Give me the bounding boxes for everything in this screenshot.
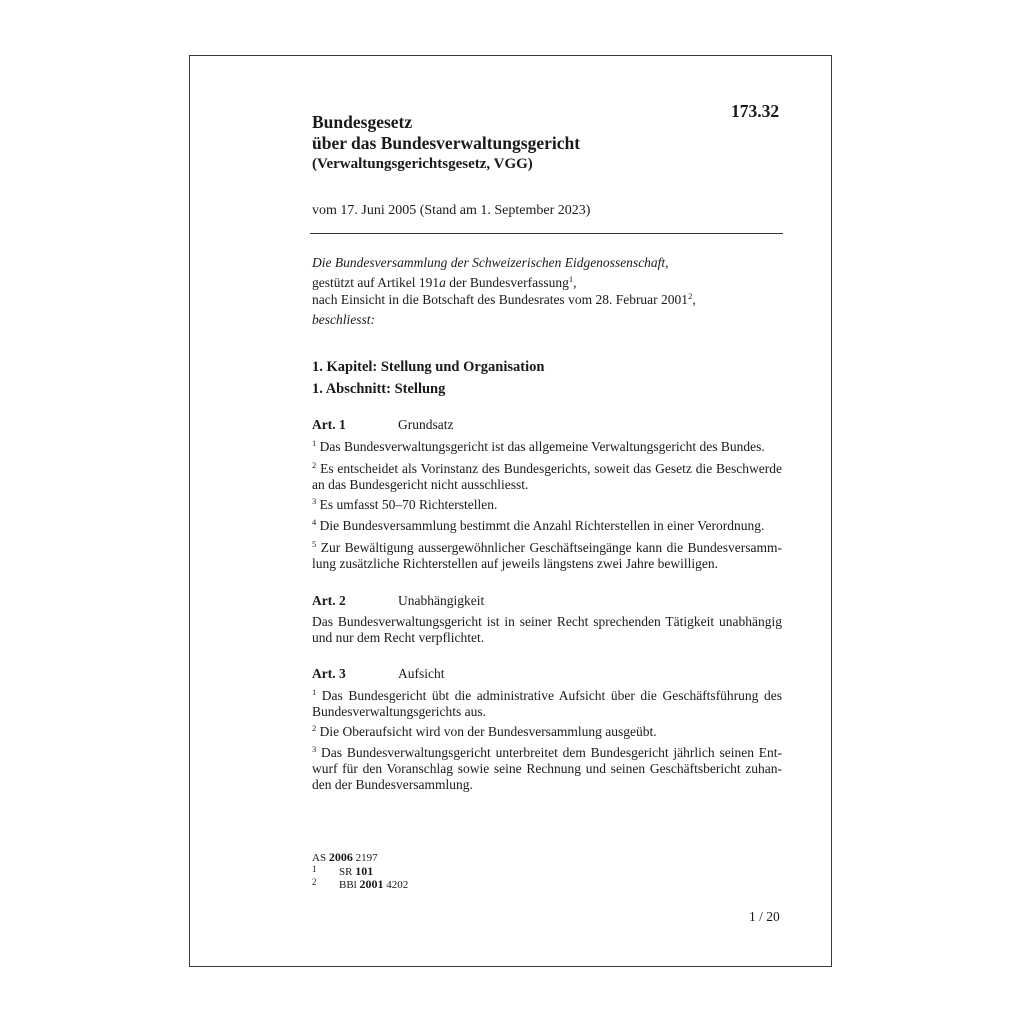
article-1-heading: Art. 1 Grundsatz (312, 417, 454, 432)
sr-number: 173.32 (731, 101, 780, 121)
footnote-as: AS 2006 2197 (312, 850, 378, 864)
preamble-enacting-body: Die Bundesversammlung der Schweizerischen Eidgenossenschaft, (312, 255, 669, 270)
preamble-message: nach Einsicht in die Botschaft des Bundesrates vom 28. Februar 2001$^2$, (312, 291, 696, 307)
footnote-ref[interactable]: 2 (688, 291, 693, 301)
article-1-paragraph-2: $^2$ Es entscheidet als Vorinstanz des Bundesgerichts, soweit das Gesetz die Beschwerde an das Bundesgericht nicht ausschliesst. (312, 460, 782, 492)
preamble-resolves: beschliesst: (312, 312, 375, 327)
article-1-paragraph-5: $^5$ Zur Bewältigung aussergewöhnlicher Geschäftseingänge kann die Bundesversammlung zusätzliche Richterstellen auf jeweils längstens zwei Jahre bewilligen. (312, 539, 782, 571)
page-number: 1 / 20 (749, 909, 780, 924)
article-3-heading: Art. 3 Aufsicht (312, 666, 445, 681)
footnote-1: 1 SR 101 (312, 864, 374, 878)
article-3-paragraph-3: $^3$ Das Bundesverwaltungsgericht unterbreitet dem Bundesgericht jährlich seinen Entwurf für den Voranschlag sowie seine Rechnung und seinen Geschäftsbericht zuhanden der Bundesversammlung. (312, 744, 782, 792)
article-2-paragraph: Das Bundesverwaltungsgericht ist in seiner Recht sprechenden Tätigkeit unabhängig und nur dem Recht verpflichtet. (312, 614, 782, 645)
header-divider (310, 233, 783, 234)
article-3-paragraph-2: $^2$ Die Oberaufsicht wird von der Bundesversammlung ausgeübt. (312, 723, 657, 739)
section-heading: 1. Abschnitt: Stellung (312, 381, 446, 397)
footnote-ref[interactable]: 1 (568, 274, 574, 284)
article-1-paragraph-4: $^4$ Die Bundesversammlung bestimmt die Anzahl Richterstellen in einer Verordnung. (312, 517, 765, 533)
article-1-paragraph-3: $^3$ Es umfasst 50–70 Richterstellen. (312, 496, 498, 512)
footnote-2: 2 BBl 2001 4202 (312, 877, 409, 891)
chapter-heading: 1. Kapitel: Stellung und Organisation (312, 359, 545, 375)
document-title: Bundesgesetz über das Bundesverwaltungsgericht (312, 112, 581, 153)
date-line: vom 17. Juni 2005 (Stand am 1. September 2023) (312, 203, 591, 218)
article-1-paragraph-1: $^1$ Das Bundesverwaltungsgericht ist das allgemeine Verwaltungsgericht des Bundes. (312, 438, 765, 454)
preamble-basis: gestützt auf Artikel 191a der Bundesverfassung$^1$, (312, 274, 577, 290)
article-3-paragraph-1: $^1$ Das Bundesgericht übt die administrative Aufsicht über die Geschäftsführung des Bundesverwaltungsgerichts aus. (312, 687, 782, 719)
article-2-heading: Art. 2 Unabhängigkeit (312, 593, 485, 608)
document-subtitle: (Verwaltungsgerichtsgesetz, VGG) (312, 156, 533, 172)
